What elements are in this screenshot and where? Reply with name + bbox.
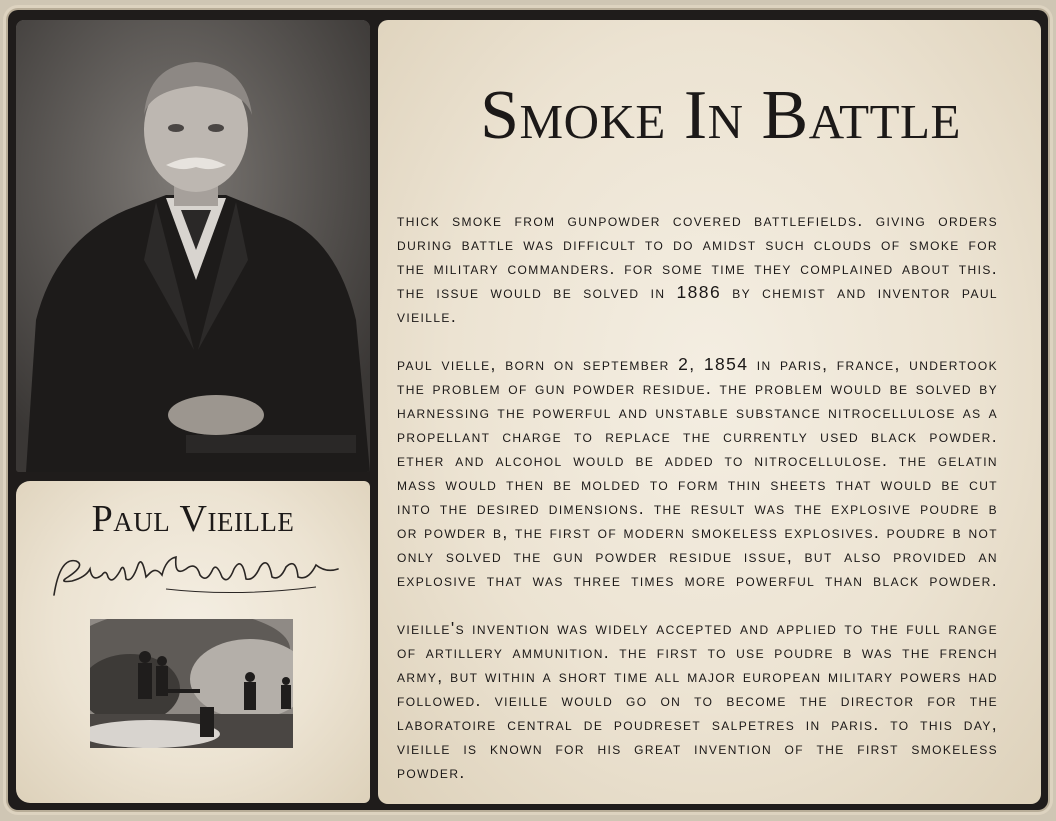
paragraph: vieille's invention was widely accepted and applied to the full range of artillery ammunition. the first to use poudre b was the french army, but within a short time all major european military powers had followed. vieille would go on to become the director for the laboratoire central de poudreset salpetres in paris. to this day, vieille is known for his great invention of the first smokeless powder. bbox=[397, 618, 998, 782]
portrait-photo bbox=[16, 20, 370, 472]
article-body bbox=[397, 208, 998, 808]
paragraph: paul vielle, born on september 2, 1854 in paris, france, undertook the problem of gun powder residue. the problem would be solved by harnessing the powerful and unstable substance nitrocellulose as a propellant charge to replace the currently used black powder. ether and alcohol would be added to nitrocellulose. the gelatin mass would then be molded to form thin sheets that would be cut into the desired dimensions. the result was the explosive poudre b or powder b, the first of modern smokeless explosives. poudre b not only solved the gun powder residue issue, but also provided an explosive that was three times more powerful than black powder. bbox=[397, 354, 998, 590]
name-panel bbox=[16, 481, 370, 803]
person-name: Paul Vieille bbox=[91, 498, 295, 540]
signature-image bbox=[46, 547, 346, 607]
article-panel bbox=[378, 20, 1041, 804]
page-title: Smoke In Battle bbox=[480, 77, 961, 154]
battle-photo bbox=[90, 619, 293, 748]
paragraph: thick smoke from gunpowder covered battlefields. giving orders during battle was difficult to do amidst such clouds of smoke for the military commanders. for some time they complained about this. the issue would be solved in 1886 by chemist and inventor paul vieille. bbox=[397, 210, 998, 326]
